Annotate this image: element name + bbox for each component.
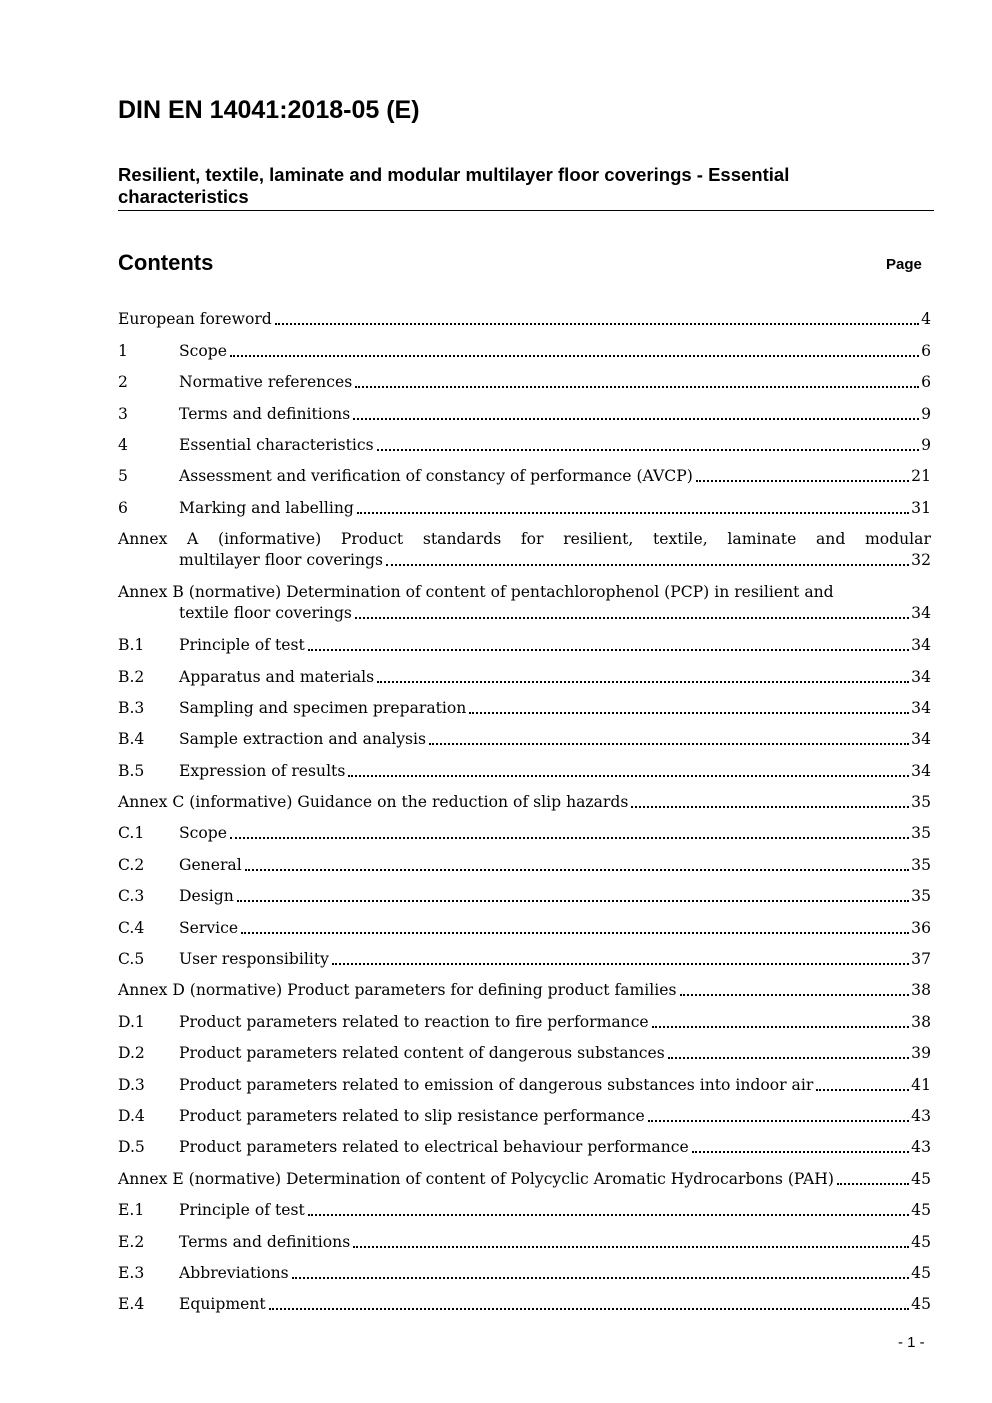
- toc-entry-word: standards: [422, 529, 502, 548]
- page-number: - 1 -: [898, 1334, 925, 1351]
- table-of-contents: [118, 299, 931, 1315]
- toc-entry-page: 21: [911, 467, 931, 486]
- toc-entry-word: Annex: [118, 529, 168, 548]
- toc-entry-number: E.2: [118, 1232, 145, 1251]
- toc-entry-page: 34: [911, 667, 931, 686]
- toc-entry-page: 41: [911, 1075, 931, 1094]
- dot-leader: [245, 869, 909, 871]
- toc-entry[interactable]: [118, 425, 931, 456]
- toc-entry-page: 37: [911, 950, 931, 969]
- toc-entry-title: European foreword: [118, 310, 272, 329]
- toc-entry-page: 45: [911, 1169, 931, 1188]
- toc-entry-page: 32: [911, 550, 931, 569]
- dot-leader: [680, 994, 910, 996]
- toc-entry[interactable]: [118, 750, 931, 781]
- toc-entry-page: 43: [911, 1138, 931, 1157]
- toc-entry-page: 34: [911, 636, 931, 655]
- toc-entry[interactable]: [118, 876, 931, 907]
- toc-entry-title: Equipment: [179, 1295, 266, 1314]
- toc-entry-page: 6: [921, 341, 931, 360]
- toc-entry-title-line2: textile floor coverings: [179, 603, 352, 622]
- dot-leader: [269, 1308, 909, 1310]
- toc-entry[interactable]: [118, 970, 931, 1001]
- dot-leader: [837, 1183, 909, 1185]
- toc-entry-word: laminate: [727, 529, 797, 548]
- toc-entry-page: 34: [911, 761, 931, 780]
- toc-entry[interactable]: [118, 1064, 931, 1095]
- toc-entry-number: B.5: [118, 761, 145, 780]
- toc-entry[interactable]: [118, 782, 931, 813]
- toc-entry-page: 39: [911, 1044, 931, 1063]
- toc-entry-title: General: [179, 855, 242, 874]
- dot-leader: [429, 743, 909, 745]
- toc-entry-number: D.2: [118, 1044, 145, 1063]
- toc-entry-annex[interactable]: [118, 572, 931, 625]
- toc-entry-page: 35: [911, 855, 931, 874]
- toc-entry-word: A: [187, 529, 199, 548]
- dot-leader: [652, 1026, 910, 1028]
- dot-leader: [377, 681, 909, 683]
- toc-entry-number: C.3: [118, 887, 145, 906]
- toc-entry[interactable]: [118, 393, 931, 424]
- dot-leader: [241, 932, 909, 934]
- toc-entry[interactable]: [118, 299, 931, 330]
- toc-entry-word: Product: [340, 529, 404, 548]
- toc-entry-number: 4: [118, 435, 128, 454]
- toc-entry[interactable]: [118, 1033, 931, 1064]
- toc-entry-title-line1: [118, 582, 931, 603]
- toc-entry-number: C.4: [118, 918, 145, 937]
- toc-entry-word: Annex B (normative) Determination of content of pentachlorophenol (PCP) in resilient and: [118, 582, 834, 601]
- toc-entry-title: Design: [179, 887, 234, 906]
- dot-leader: [357, 512, 909, 514]
- toc-entry-number: E.3: [118, 1263, 145, 1282]
- toc-entry[interactable]: [118, 719, 931, 750]
- dot-leader: [275, 323, 919, 325]
- toc-entry[interactable]: [118, 1096, 931, 1127]
- toc-entry[interactable]: [118, 362, 931, 393]
- toc-entry-word: and: [815, 529, 846, 548]
- dot-leader: [648, 1120, 909, 1122]
- toc-entry-number: D.3: [118, 1075, 145, 1094]
- toc-entry-page: 45: [911, 1232, 931, 1251]
- toc-entry-page: 34: [911, 603, 931, 622]
- toc-entry-title-line1: [118, 529, 931, 550]
- toc-entry-number: B.1: [118, 636, 145, 655]
- toc-entry-number: 1: [118, 341, 128, 360]
- toc-entry[interactable]: [118, 625, 931, 656]
- toc-entry-number: 6: [118, 498, 128, 517]
- toc-entry-number: D.1: [118, 1012, 145, 1031]
- toc-entry[interactable]: [118, 1253, 931, 1284]
- toc-entry-title: Normative references: [179, 373, 353, 392]
- toc-entry[interactable]: [118, 1127, 931, 1158]
- dot-leader: [355, 617, 909, 619]
- toc-entry-word: modular: [864, 529, 931, 548]
- dot-leader: [292, 1277, 909, 1279]
- page-column-heading: Page: [886, 256, 922, 273]
- toc-entry[interactable]: [118, 456, 931, 487]
- toc-entry-page: 4: [921, 310, 931, 329]
- toc-entry-number: B.2: [118, 667, 145, 686]
- toc-entry[interactable]: [118, 907, 931, 938]
- toc-entry-word: resilient,: [563, 529, 634, 548]
- dot-leader: [692, 1151, 909, 1153]
- toc-entry-title: Principle of test: [179, 636, 305, 655]
- toc-entry[interactable]: [118, 487, 931, 518]
- dot-leader: [230, 355, 919, 357]
- toc-entry-title: User responsibility: [179, 950, 329, 969]
- dot-leader: [230, 837, 909, 839]
- toc-entry[interactable]: [118, 330, 931, 361]
- toc-entry-page: 35: [911, 887, 931, 906]
- toc-entry[interactable]: [118, 844, 931, 875]
- toc-entry-page: 34: [911, 730, 931, 749]
- toc-entry-title: Annex C (informative) Guidance on the reduction of slip hazards: [118, 793, 629, 812]
- dot-leader: [696, 480, 909, 482]
- toc-entry-word: for: [520, 529, 544, 548]
- toc-entry[interactable]: [118, 939, 931, 970]
- dot-leader: [237, 900, 909, 902]
- toc-entry-page: 31: [911, 498, 931, 517]
- toc-entry-page: 35: [911, 824, 931, 843]
- contents-heading: Contents: [118, 250, 214, 275]
- dot-leader: [377, 449, 919, 451]
- toc-entry-page: 34: [911, 698, 931, 717]
- toc-entry-page: 36: [911, 918, 931, 937]
- dot-leader: [348, 775, 909, 777]
- toc-entry-number: D.5: [118, 1138, 145, 1157]
- toc-entry-title: Scope: [179, 824, 228, 843]
- toc-entry-title: Apparatus and materials: [179, 667, 375, 686]
- dot-leader: [386, 564, 909, 566]
- document-title: DIN EN 14041:2018-05 (E): [118, 96, 420, 124]
- toc-entry-title: Product parameters related to reaction to fire performance: [179, 1012, 649, 1031]
- toc-entry-page: 35: [911, 793, 931, 812]
- toc-entry-number: 5: [118, 467, 128, 486]
- toc-entry-page: 9: [921, 435, 931, 454]
- dot-leader: [332, 963, 909, 965]
- toc-entry[interactable]: [118, 688, 931, 719]
- toc-entry-title: Assessment and verification of constancy of performance (AVCP): [179, 467, 693, 486]
- dot-leader: [353, 1246, 909, 1248]
- toc-entry-number: C.2: [118, 855, 145, 874]
- toc-entry-page: 6: [921, 373, 931, 392]
- header-rule: [118, 210, 934, 211]
- toc-entry-title: Product parameters related to slip resistance performance: [179, 1106, 645, 1125]
- toc-entry-title: Product parameters related to electrical behaviour performance: [179, 1138, 689, 1157]
- toc-entry-word: textile,: [653, 529, 708, 548]
- toc-entry-number: C.5: [118, 950, 145, 969]
- toc-entry-title-line2: multilayer floor coverings: [179, 550, 384, 569]
- toc-entry-page: 9: [921, 404, 931, 423]
- toc-entry[interactable]: [118, 813, 931, 844]
- toc-entry-title: Abbreviations: [179, 1263, 289, 1282]
- toc-entry-number: D.4: [118, 1106, 145, 1125]
- toc-entry[interactable]: [118, 656, 931, 687]
- dot-leader: [631, 806, 909, 808]
- toc-entry-number: 3: [118, 404, 128, 423]
- dot-leader: [355, 386, 919, 388]
- toc-entry-number: B.3: [118, 698, 145, 717]
- toc-entry-page: 45: [911, 1263, 931, 1282]
- toc-entry[interactable]: [118, 1190, 931, 1221]
- dot-leader: [308, 649, 909, 651]
- toc-entry-page: 43: [911, 1106, 931, 1125]
- toc-entry-title: Annex E (normative) Determination of content of Polycyclic Aromatic Hydrocarbons (PAH): [118, 1169, 834, 1188]
- toc-entry-title: Annex D (normative) Product parameters for defining product families: [118, 981, 677, 1000]
- toc-entry[interactable]: [118, 1158, 931, 1189]
- toc-entry-title: Scope: [179, 341, 228, 360]
- toc-entry-number: E.1: [118, 1201, 145, 1220]
- toc-entry-title: Terms and definitions: [179, 404, 351, 423]
- toc-entry-word: (informative): [217, 529, 322, 548]
- toc-entry-page: 45: [911, 1295, 931, 1314]
- toc-entry-title: Terms and definitions: [179, 1232, 351, 1251]
- toc-entry-title: Product parameters related content of dangerous substances: [179, 1044, 665, 1063]
- toc-entry-title: Sample extraction and analysis: [179, 730, 427, 749]
- toc-entry-title: Sampling and specimen preparation: [179, 698, 467, 717]
- toc-entry-title: Principle of test: [179, 1201, 305, 1220]
- dot-leader: [353, 418, 919, 420]
- toc-entry-page: 38: [911, 981, 931, 1000]
- dot-leader: [469, 712, 909, 714]
- dot-leader: [668, 1057, 909, 1059]
- toc-entry-title: Service: [179, 918, 239, 937]
- toc-entry-title: Product parameters related to emission of dangerous substances into indoor air: [179, 1075, 814, 1094]
- toc-entry-number: B.4: [118, 730, 145, 749]
- toc-entry-number: E.4: [118, 1295, 145, 1314]
- toc-entry-number: C.1: [118, 824, 145, 843]
- toc-entry[interactable]: [118, 1221, 931, 1252]
- document-subtitle: Resilient, textile, laminate and modular multilayer floor coverings - Essential characteristics: [118, 164, 790, 207]
- toc-entry-page: 45: [911, 1201, 931, 1220]
- toc-entry-page: 38: [911, 1012, 931, 1031]
- dot-leader: [816, 1089, 909, 1091]
- toc-entry[interactable]: [118, 1284, 931, 1315]
- toc-entry-title: Marking and labelling: [179, 498, 354, 517]
- toc-entry-annex[interactable]: [118, 519, 931, 572]
- toc-entry-title: Essential characteristics: [179, 435, 374, 454]
- toc-entry[interactable]: [118, 1001, 931, 1032]
- dot-leader: [308, 1214, 909, 1216]
- toc-entry-title: Expression of results: [179, 761, 346, 780]
- toc-entry-number: 2: [118, 373, 128, 392]
